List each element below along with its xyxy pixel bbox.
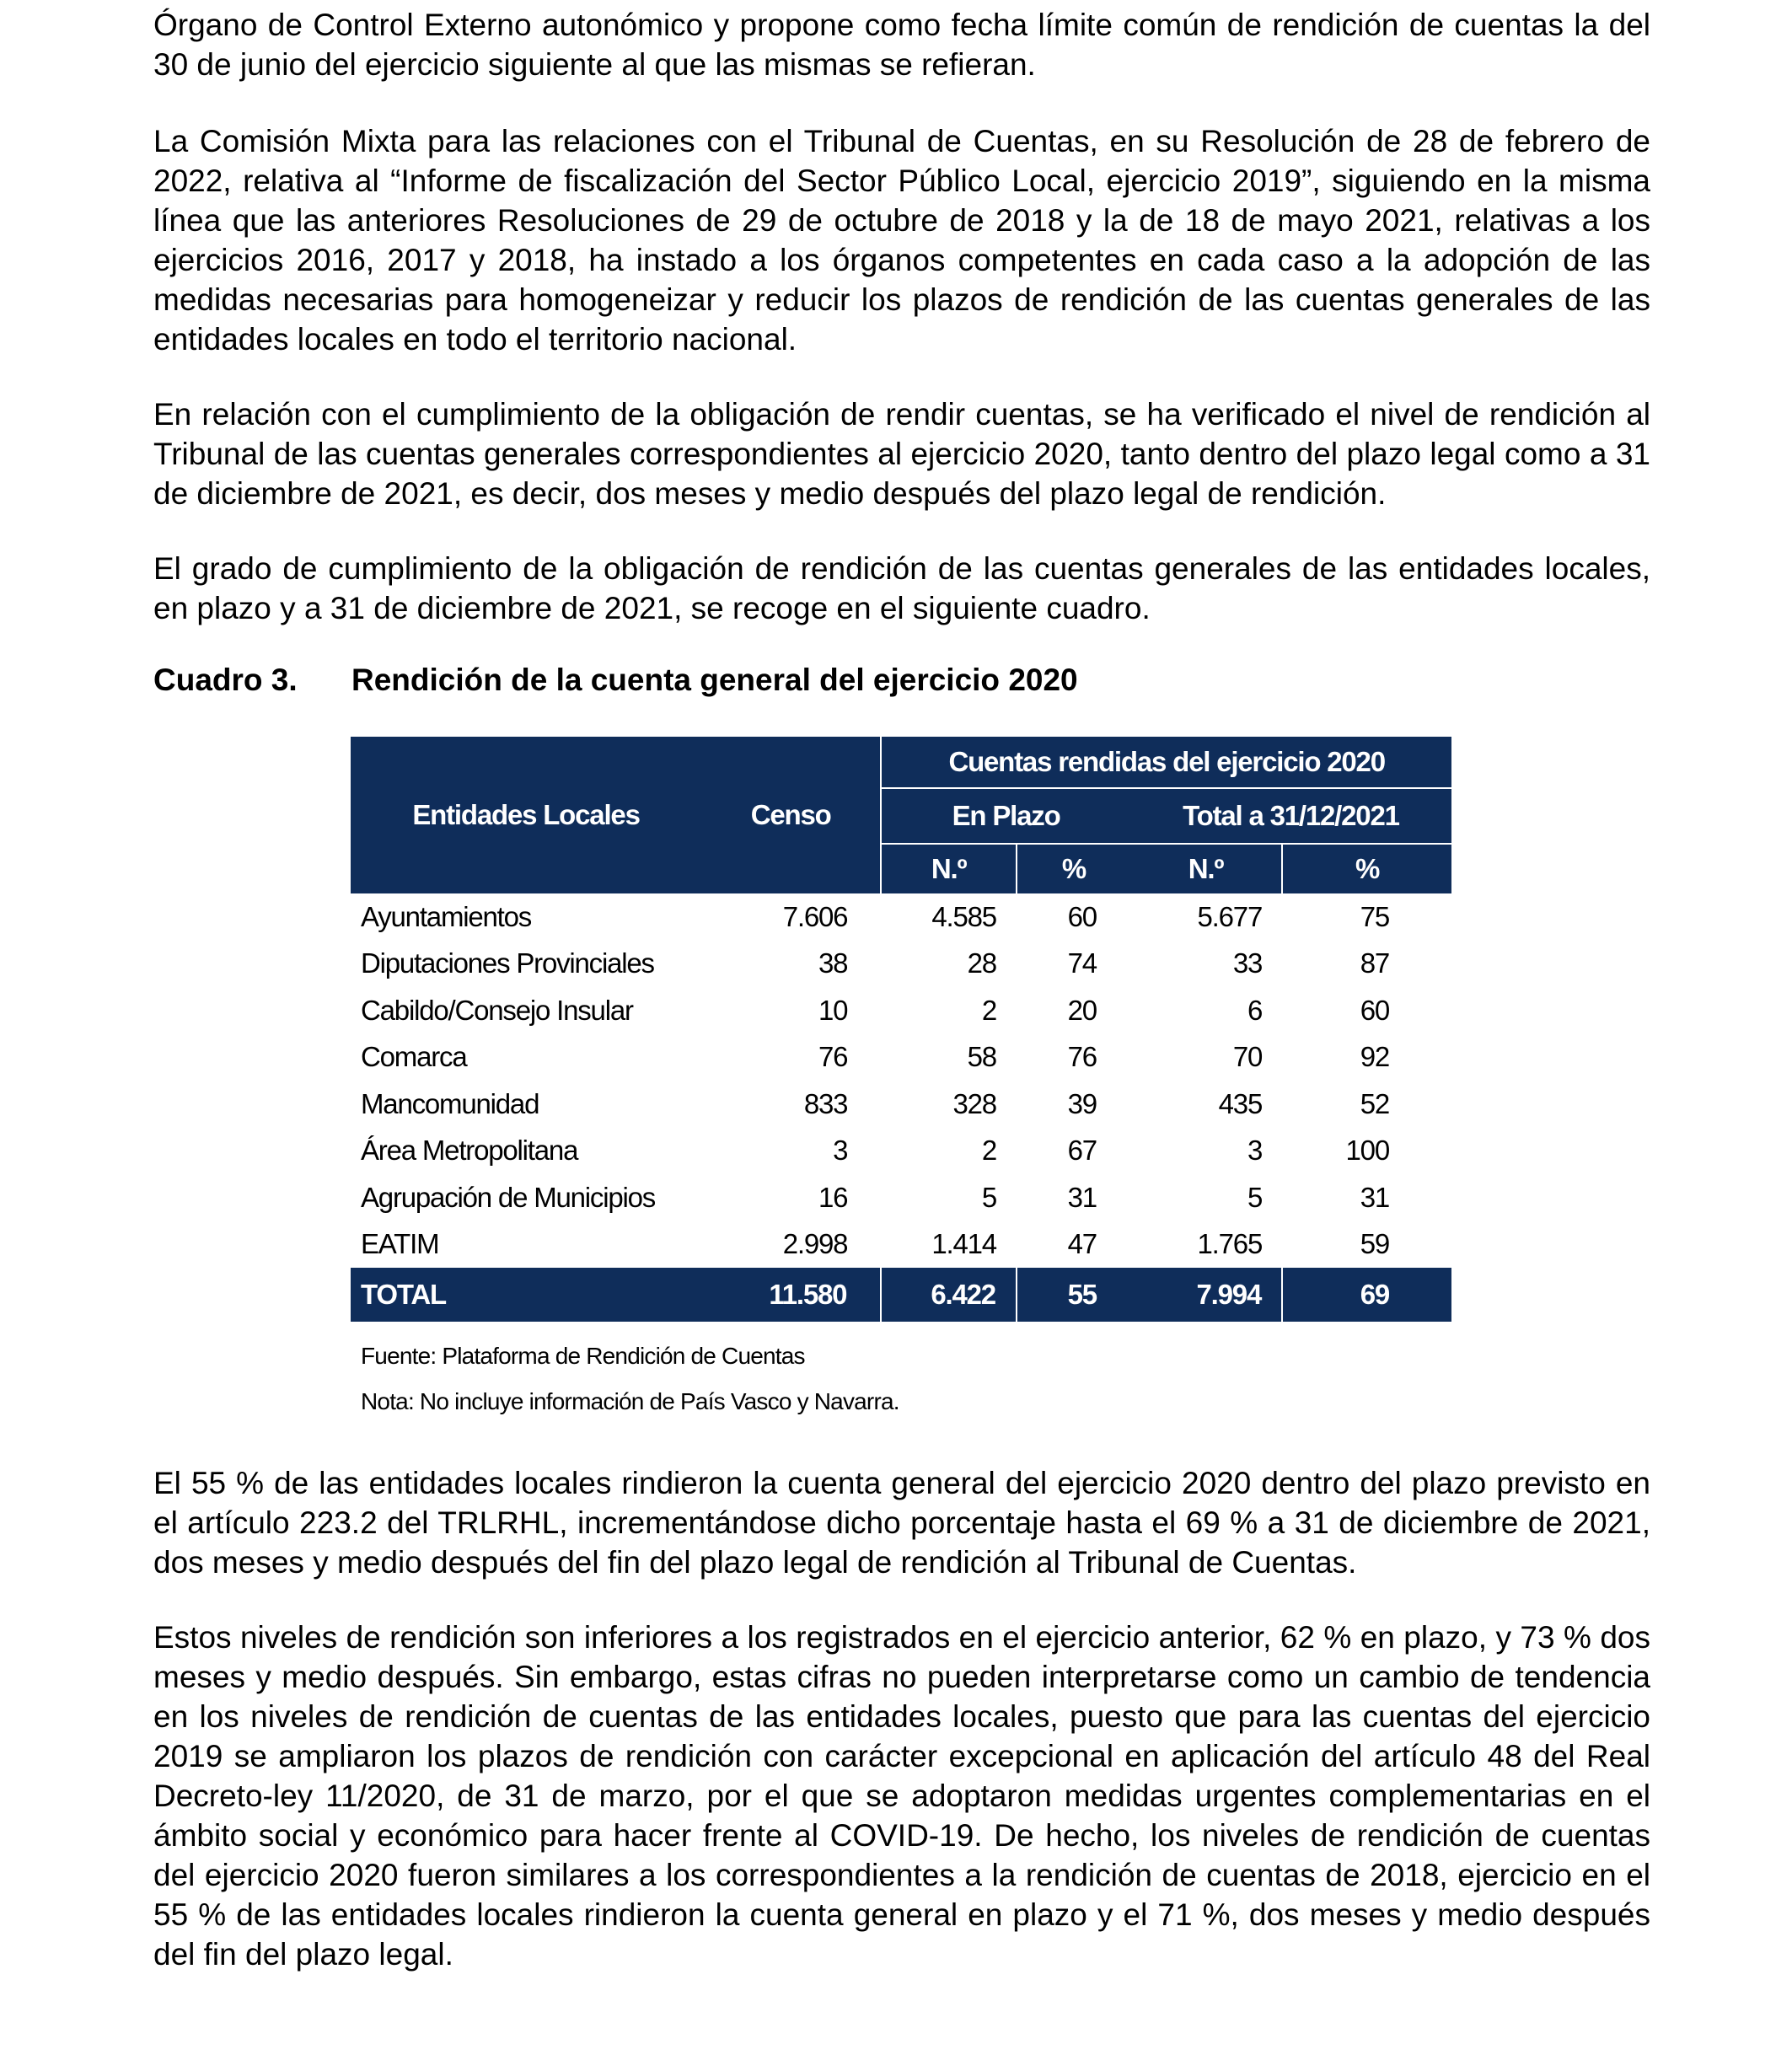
header-porcentaje-en-plazo: % [1017, 844, 1130, 893]
header-cuentas-rendidas: Cuentas rendidas del ejercicio 2020 [881, 737, 1451, 788]
table-header [351, 737, 1451, 893]
total-numero-en-plazo: 6.422 [881, 1268, 1017, 1322]
row-censo: 38 [818, 947, 848, 979]
table-notes [361, 1333, 1451, 1425]
table-row [351, 1034, 1451, 1081]
row-numero-en-plazo: 5 [981, 1181, 996, 1213]
row-porcentaje-en-plazo: 39 [1067, 1087, 1097, 1119]
table-note: Nota: No incluye información de País Vasco y Navarra. [361, 1388, 899, 1414]
row-entity-name: EATIM [361, 1228, 439, 1260]
row-numero-en-plazo: 2 [981, 1135, 996, 1167]
row-censo: 2.998 [782, 1228, 848, 1260]
row-numero-total: 435 [1218, 1087, 1263, 1119]
row-censo: 7.606 [782, 900, 848, 932]
total-porcentaje-en-plazo: 55 [1017, 1268, 1130, 1322]
row-porcentaje-en-plazo: 67 [1067, 1135, 1097, 1167]
row-porcentaje-en-plazo: 47 [1067, 1228, 1097, 1260]
table-row [351, 1081, 1451, 1128]
table-source: Fuente: Plataforma de Rendición de Cuentas [361, 1343, 805, 1369]
row-numero-total: 6 [1247, 994, 1263, 1026]
row-porcentaje-en-plazo: 31 [1067, 1181, 1097, 1213]
row-entity-name: Diputaciones Provinciales [361, 947, 654, 979]
table-row [351, 1221, 1451, 1269]
table-caption-title: Rendición de la cuenta general del ejercicio 2020 [351, 663, 1078, 697]
total-label: TOTAL [351, 1268, 701, 1322]
row-numero-total: 70 [1232, 1041, 1263, 1073]
table-row [351, 941, 1451, 988]
paragraph-cumplimiento-obligacion: En relación con el cumplimiento de la obligación de rendir cuentas, se ha verificado el nivel de rendición al Tribunal de las cuentas generales correspondientes al ejercicio 2020, tanto dentro del plazo legal como a 31 de diciembre de 2021, es decir, dos meses y medio después del plazo legal de rendición. [153, 397, 1650, 511]
row-entity-name: Mancomunidad [361, 1087, 539, 1119]
table-row [351, 893, 1451, 941]
row-numero-en-plazo: 4.585 [931, 900, 996, 932]
paragraph-niveles-rendicion: Estos niveles de rendición son inferiores a los registrados en el ejercicio anterior, 62 % en plazo, y 73 % dos meses y medio después. Sin embargo, estas cifras no pueden interpretarse como un cambio de tendencia en los niveles de rendición de cuentas de las entidades locales, puesto que para las cuentas del ejercicio 2019 se ampliaron los plazos de rendición con carácter excepcional en aplicación del artículo 48 del Real Decreto-ley 11/2020, de 31 de marzo, por el que se adoptaron medidas urgentes complementarias en el ámbito social y económico para hacer frente al COVID-19. De hecho, los niveles de rendición de cuentas del ejercicio 2020 fueron similares a los correspondientes a la rendición de cuentas de 2018, ejercicio en el 55 % de las entidades locales rindieron la cuenta general en plazo y el 71 %, dos meses y medio después del fin del plazo legal. [153, 1620, 1650, 1972]
table-row [351, 987, 1451, 1034]
total-censo: 11.580 [701, 1268, 881, 1322]
table-body [351, 893, 1451, 1322]
row-censo: 76 [818, 1041, 848, 1073]
row-censo: 833 [803, 1087, 848, 1119]
header-entidades-locales: Entidades Locales [351, 737, 701, 893]
row-entity-name: Comarca [361, 1041, 467, 1073]
row-porcentaje-en-plazo: 76 [1067, 1041, 1097, 1073]
row-numero-total: 5.677 [1197, 900, 1263, 932]
row-porcentaje-total: 87 [1360, 947, 1389, 979]
row-entity-name: Agrupación de Municipios [361, 1181, 656, 1213]
total-porcentaje-total: 69 [1282, 1268, 1451, 1322]
row-numero-total: 3 [1247, 1135, 1263, 1167]
paragraph-grado-cumplimiento: El grado de cumplimiento de la obligación de rendición de las cuentas generales de las entidades locales, en plazo y a 31 de diciembre de 2021, se recoge en el siguiente cuadro. [153, 551, 1650, 625]
table-caption [153, 660, 1650, 700]
table-row [351, 1174, 1451, 1221]
row-porcentaje-en-plazo: 60 [1067, 900, 1097, 932]
paragraph-organo-control: Órgano de Control Externo autonómico y propone como fecha límite común de rendición de cuentas la del 30 de junio del ejercicio siguiente al que las mismas se refieran. [153, 8, 1650, 82]
row-entity-name: Ayuntamientos [361, 900, 532, 932]
row-numero-total: 33 [1232, 947, 1263, 979]
table-row [351, 1128, 1451, 1175]
row-numero-total: 1.765 [1197, 1228, 1263, 1260]
row-porcentaje-total: 59 [1360, 1228, 1389, 1260]
row-porcentaje-en-plazo: 20 [1067, 994, 1097, 1026]
row-entity-name: Área Metropolitana [361, 1135, 578, 1167]
header-numero-total: N.º [1130, 844, 1282, 893]
row-porcentaje-total: 100 [1345, 1135, 1389, 1167]
rendicion-table [351, 737, 1451, 1322]
row-porcentaje-total: 75 [1360, 900, 1389, 932]
row-porcentaje-en-plazo: 74 [1067, 947, 1097, 979]
rendicion-table-container [351, 737, 1451, 1425]
row-censo: 3 [833, 1135, 848, 1167]
header-en-plazo: En Plazo [881, 788, 1130, 844]
row-porcentaje-total: 31 [1360, 1181, 1389, 1213]
row-censo: 16 [818, 1181, 848, 1213]
row-numero-en-plazo: 58 [967, 1041, 996, 1073]
table-total-row [351, 1268, 1451, 1322]
header-total-fecha: Total a 31/12/2021 [1130, 788, 1451, 844]
header-porcentaje-total: % [1282, 844, 1451, 893]
row-censo: 10 [818, 994, 848, 1026]
document-page [153, 0, 1650, 1974]
row-porcentaje-total: 52 [1360, 1087, 1389, 1119]
row-numero-en-plazo: 1.414 [931, 1228, 996, 1260]
total-numero-total: 7.994 [1130, 1268, 1282, 1322]
row-numero-total: 5 [1247, 1181, 1263, 1213]
row-entity-name: Cabildo/Consejo Insular [361, 994, 633, 1026]
table-caption-number: Cuadro 3. [153, 663, 298, 697]
row-numero-en-plazo: 28 [967, 947, 996, 979]
row-numero-en-plazo: 2 [981, 994, 996, 1026]
row-porcentaje-total: 60 [1360, 994, 1389, 1026]
header-numero-en-plazo: N.º [881, 844, 1017, 893]
row-porcentaje-total: 92 [1360, 1041, 1389, 1073]
row-numero-en-plazo: 328 [952, 1087, 996, 1119]
paragraph-comision-mixta: La Comisión Mixta para las relaciones con el Tribunal de Cuentas, en su Resolución de 28 de febrero de 2022, relativa al “Informe de fiscalización del Sector Público Local, ejercicio 2019”, siguiendo en la misma línea que las anteriores Resoluciones de 29 de octubre de 2018 y la de 18 de mayo 2021, relativas a los ejercicios 2016, 2017 y 2018, ha instado a los órganos competentes en cada caso a la adopción de las medidas necesarias para homogeneizar y reducir los plazos de rendición de las cuentas generales de las entidades locales en todo el territorio nacional. [153, 124, 1650, 357]
paragraph-55-por-ciento: El 55 % de las entidades locales rindieron la cuenta general del ejercicio 2020 dentro del plazo previsto en el artículo 223.2 del TRLRHL, incrementándose dicho porcentaje hasta el 69 % a 31 de diciembre de 2021, dos meses y medio después del fin del plazo legal de rendición al Tribunal de Cuentas. [153, 1466, 1650, 1580]
header-censo: Censo [701, 737, 881, 893]
